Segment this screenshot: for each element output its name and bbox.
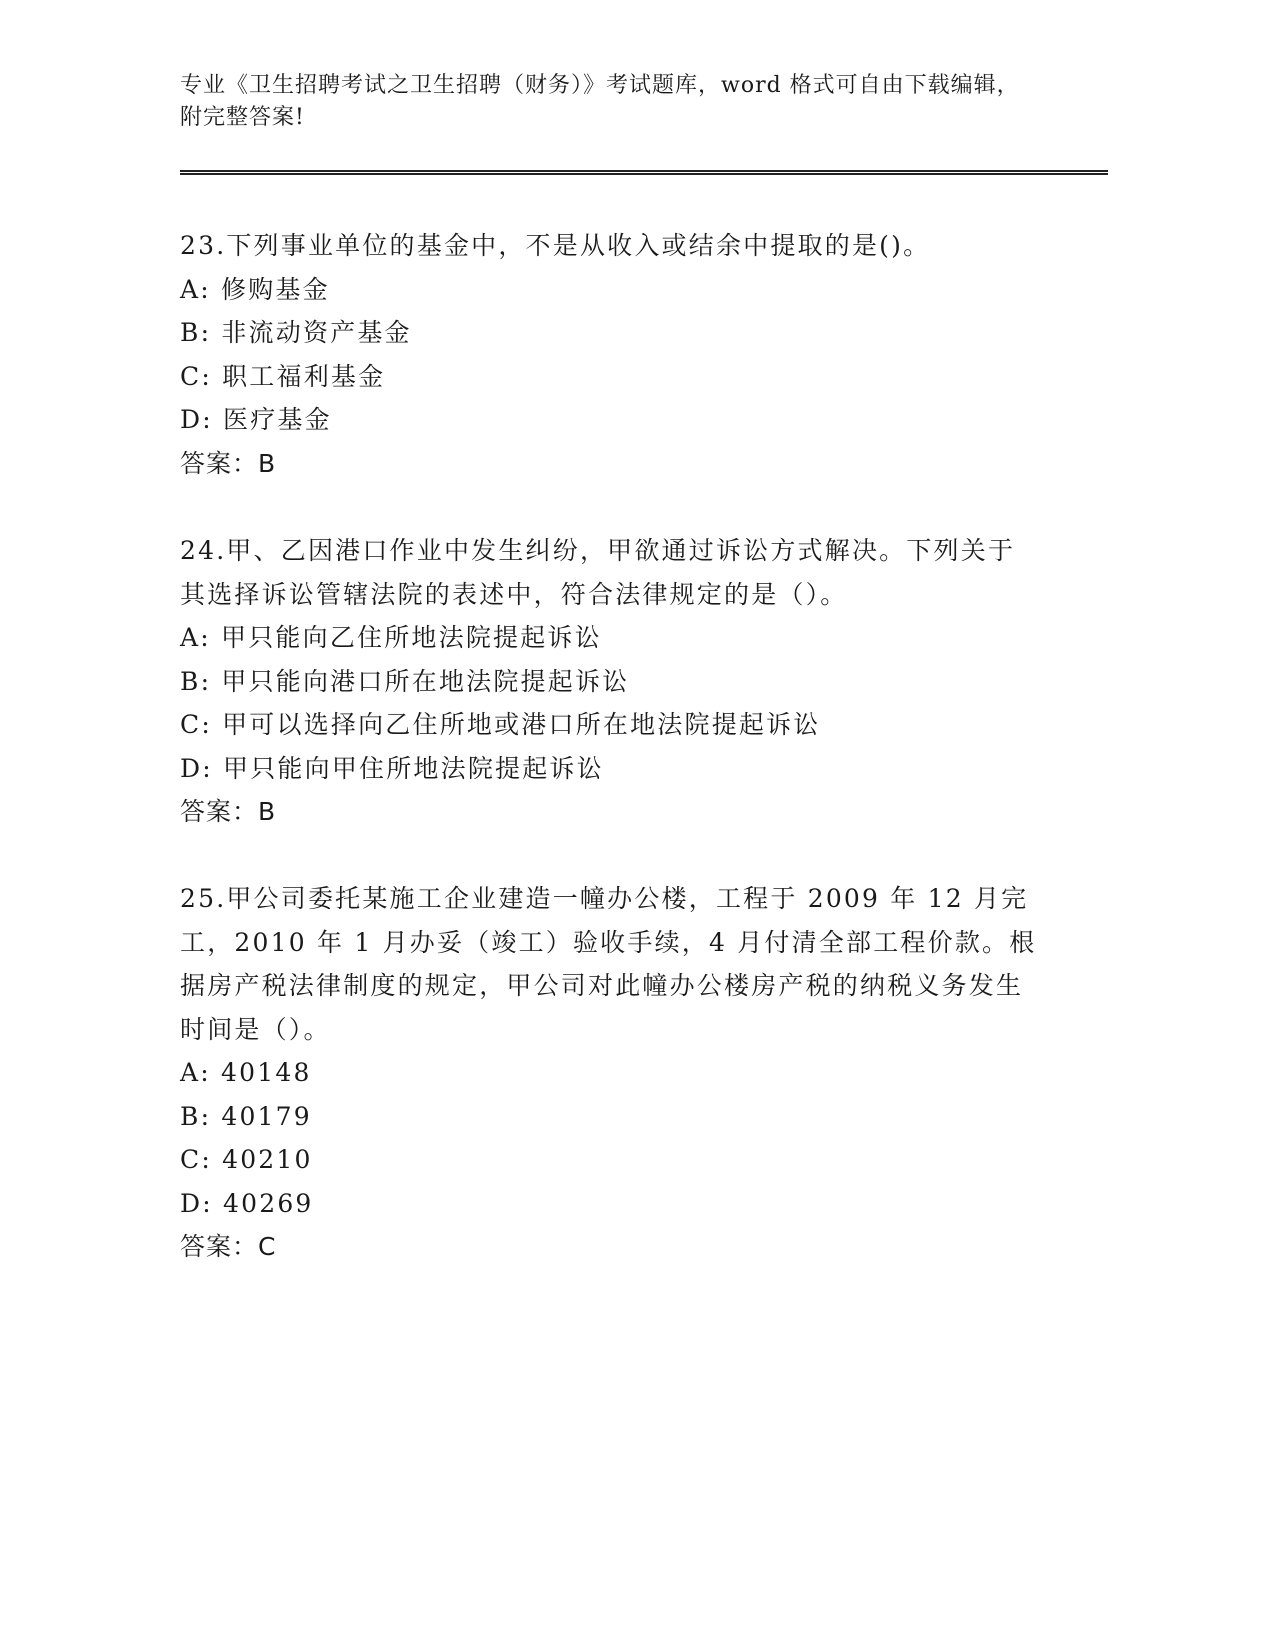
option-a: A: 甲只能向乙住所地法院提起诉讼 bbox=[180, 623, 602, 652]
header-divider bbox=[180, 170, 1108, 175]
question-stem: 24.甲、乙因港口作业中发生纠纷，甲欲通过诉讼方式解决。下列关于其选择诉讼管辖法院的表述中，符合法律规定的是（）。 bbox=[180, 536, 1016, 609]
option-c: C: 40210 bbox=[180, 1145, 313, 1174]
question-25 bbox=[180, 877, 1040, 1269]
document-header: 专业《卫生招聘考试之卫生招聘（财务）》考试题库，word 格式可自由下载编辑，附完整答案! bbox=[180, 73, 1020, 130]
option-b: B: 甲只能向港口所在地法院提起诉讼 bbox=[180, 666, 630, 696]
answer-line: 答案：B bbox=[180, 797, 277, 826]
question-stem: 25.甲公司委托某施工企业建造一幢办公楼，工程于 2009 年 12 月完工，2010 年 1 月办妥（竣工）验收手续，4 月付清全部工程价款。根据房产税法律制度的规定，甲公司对此幢办公楼房产税的纳税义务发生时间是（）。 bbox=[180, 884, 1037, 1044]
option-d: D: 医疗基金 bbox=[180, 405, 332, 434]
answer-line: 答案：C bbox=[180, 1232, 277, 1261]
option-b: B: 40179 bbox=[180, 1101, 312, 1131]
question-stem: 23.下列事业单位的基金中，不是从收入或结余中提取的是()。 bbox=[180, 231, 931, 260]
option-b: B: 非流动资产基金 bbox=[180, 318, 412, 347]
option-c: C: 甲可以选择向乙住所地或港口所在地法院提起诉讼 bbox=[180, 710, 821, 739]
option-c: C: 职工福利基金 bbox=[180, 361, 386, 391]
question-24 bbox=[180, 529, 1040, 834]
option-d: D: 40269 bbox=[180, 1188, 314, 1218]
answer-line: 答案：B bbox=[180, 448, 277, 478]
option-a: A: 40148 bbox=[180, 1058, 312, 1087]
question-23 bbox=[180, 224, 1040, 485]
option-d: D: 甲只能向甲住所地法院提起诉讼 bbox=[180, 753, 604, 783]
option-a: A: 修购基金 bbox=[180, 274, 330, 304]
